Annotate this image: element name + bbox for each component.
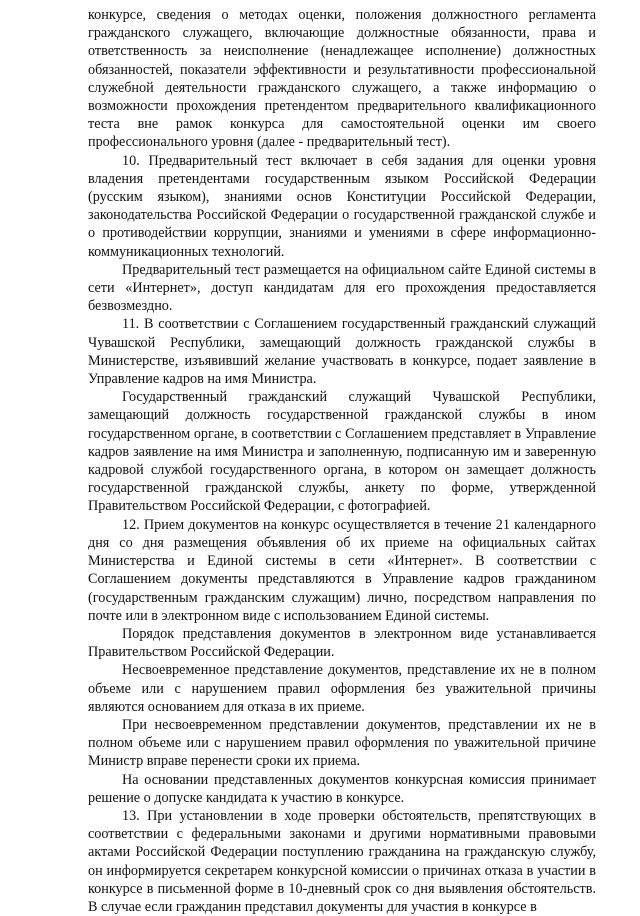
paragraph-civil-servant: Государственный гражданский служащий Чувашской Республики, замещающий должность государственной гражданской службы в ином государственном органе, в соответствии с Соглашением представляет в Управление кадров заявление на имя Министра и заполненную, подписанную им и заверенную кадровой службой государственного органа, в котором он замещает должность государственной гражданской службы, анкету по форме, утвержденной Правительством Российской Федерации, с фотографией.	[88, 389, 596, 515]
document-page	[88, 6, 596, 916]
paragraph-late-submission: Несвоевременное представление документов, представление их не в полном объеме или с нарушением правил оформления без уважительной причины являются основанием для отказа в их приеме.	[88, 662, 596, 715]
paragraph-item-12: 12. Прием документов на конкурс осуществляется в течение 21 календарного дня со дня размещения объявления об их приеме на официальных сайтах Министерства и Единой системы в сети «Интернет». В соответствии с Соглашением документы представляются в Управление кадров гражданином (государственным гражданским служащим) лично, посредством направления по почте или в электронном виде с использованием Единой системы.	[88, 516, 596, 624]
paragraph-valid-reason: При несвоевременном представлении документов, представлении их не в полном объеме или с нарушением правил оформления по уважительной причине Министр вправе перенести сроки их приема.	[88, 716, 596, 770]
paragraph-electronic-order: Порядок представления документов в электронном виде устанавливается Правительством Российской Федерации.	[88, 625, 596, 661]
paragraph-preliminary-test: Предварительный тест размещается на официальном сайте Единой системы в сети «Интернет», доступ кандидатам для его прохождения предоставляется безвозмездно.	[88, 261, 596, 315]
paragraph-item-11: 11. В соответствии с Соглашением государственный гражданский служащий Чувашской Республики, замещающий должность гражданской службы в Министерстве, изъявивший желание участвовать в конкурсе, подает заявление в Управление кадров на имя Министра.	[88, 316, 596, 388]
paragraph-admission-decision: На основании представленных документов конкурсная комиссия принимает решение о допуске кандидата к участию в конкурсе.	[88, 771, 596, 806]
paragraph-item-10: 10. Предварительный тест включает в себя задания для оценки уровня владения претендентами государственным языком Российской Федерации (русским языком), знаниями основ Конституции Российской Федерации, законодательства Российской Федерации о государственной гражданской службе и о противодействии коррупции, знаниями и умениями в сфере информационно-коммуникационных технологий.	[88, 152, 596, 260]
paragraph-continuation: конкурсе, сведения о методах оценки, положения должностного регламента гражданского служащего, включающие должностные обязанности, права и ответственность за неисполнение (ненадлежащее исполнение) должностных обязанностей, показатели эффективности и результативности профессиональной служебной деятельности гражданского служащего, а также информацию о возможности прохождения претендентом предварительного квалификационного теста вне рамок конкурса для самостоятельной оценки им своего профессионального уровня (далее - предварительный тест).	[88, 7, 596, 151]
paragraph-item-13: 13. При установлении в ходе проверки обстоятельств, препятствующих в соответствии с федеральными законами и другими нормативными правовыми актами Российской Федерации поступлению гражданина на гражданскую службу, он информируется секретарем конкурсной комиссии о причинах отказа в участии в конкурсе в письменной форме в 10-дневный срок со дня выявления обстоятельств. В случае если гражданин представил документы для участия в конкурсе в	[88, 807, 596, 915]
